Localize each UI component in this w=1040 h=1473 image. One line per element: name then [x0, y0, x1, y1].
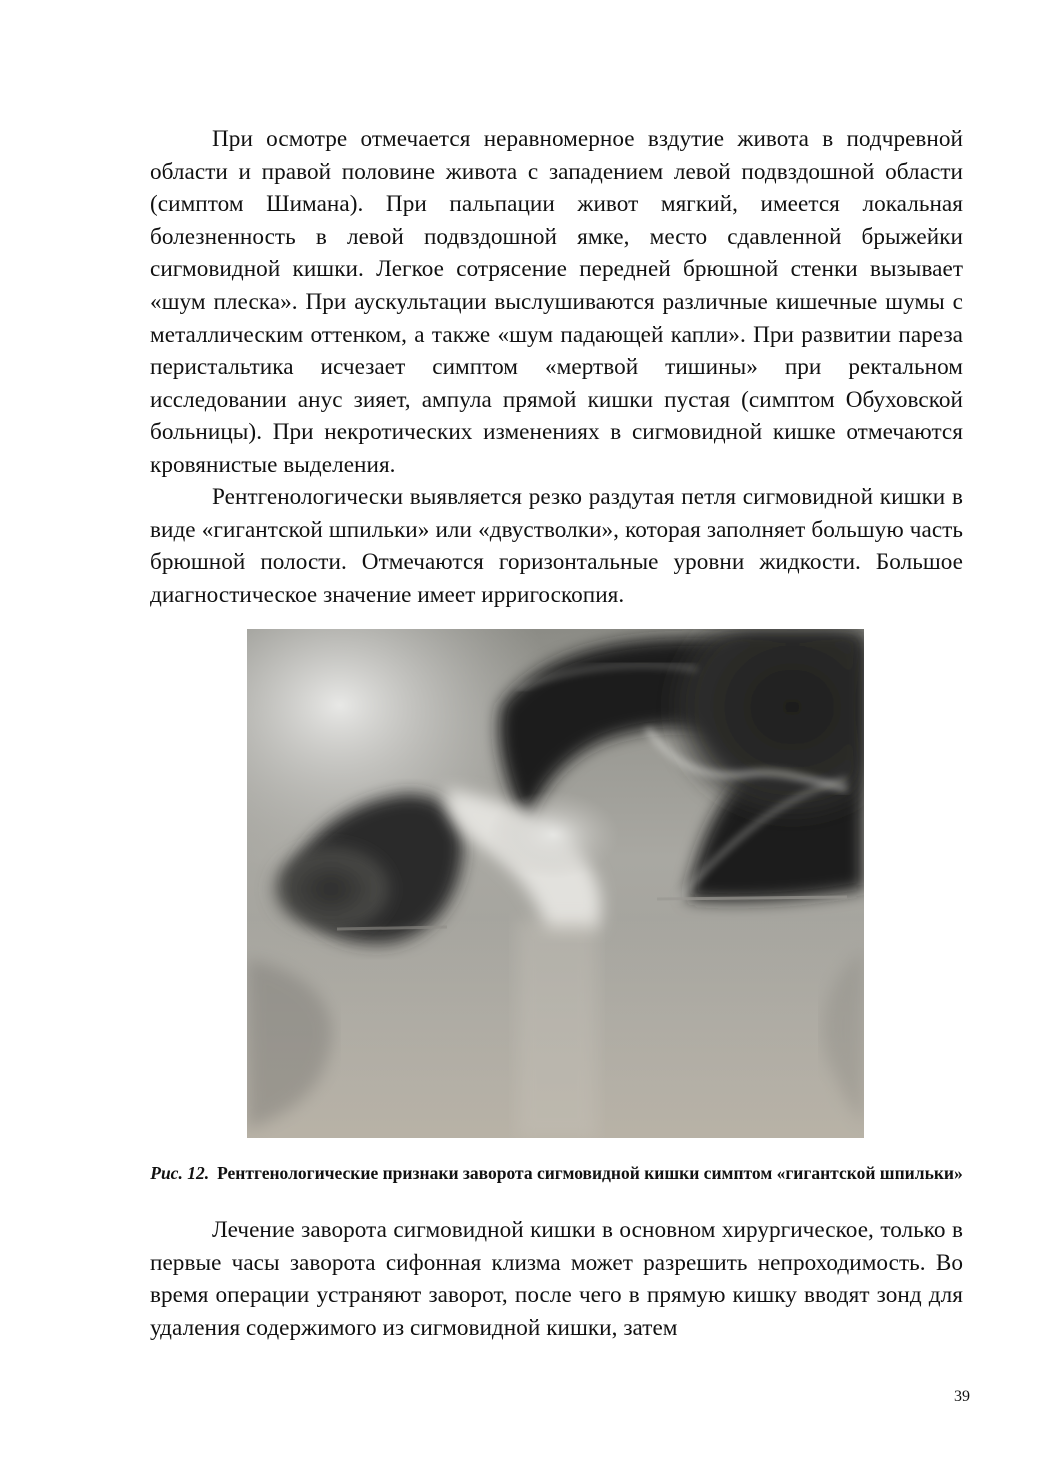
figure-caption-text: Рентгенологические признаки заворота сигмовидной кишки симптом «гигантской шпильки» [217, 1163, 963, 1183]
paragraph-radiology: Рентгенологически выявляется резко раздутая петля сигмовидной кишки в виде «гигантской шпильки» или «двустволки», которая заполняет большую часть брюшной полости. Отмечаются горизонтальные уровни жидкости. Большое диагностическое значение имеет ирригоскопия. [150, 484, 963, 608]
paragraph-examination: При осмотре отмечается неравномерное вздутие живота в подчревной области и правой половине живота с западением левой подвздошной области (симптом Шимана). При пальпации живот мягкий, имеется локальная болезненность в левой подвздошной ямке, место сдавленной брыжейки сигмовидной кишки. Легкое сотрясение передней брюшной стенки вызывает «шум плеска». При аускультации выслушиваются различные кишечные шумы с металлическим оттенком, а также «шум падающей капли». При развитии пареза перистальтика исчезает симптом «мертвой тишины» при ректальном исследовании анус зияет, ампула прямой кишки пустая (симптом Обуховской больницы). При некротических изменениях в сигмовидной кишке отмечаются кровянистые выделения. [150, 126, 963, 478]
page-number: 39 [954, 1388, 970, 1405]
paragraph-treatment: Лечение заворота сигмовидной кишки в основном хирургическое, только в первые часы заворота сифонная клизма может разрешить непроходимость. Во время операции устраняют заворот, после чего в прямую кишку вводят зонд для удаления содержимого из сигмовидной кишки, затем [150, 1217, 963, 1341]
figure-caption [150, 1160, 963, 1186]
xray-figure-image [247, 629, 864, 1138]
figure-label: Рис. 12. [150, 1163, 210, 1183]
xray-image [247, 629, 864, 1138]
